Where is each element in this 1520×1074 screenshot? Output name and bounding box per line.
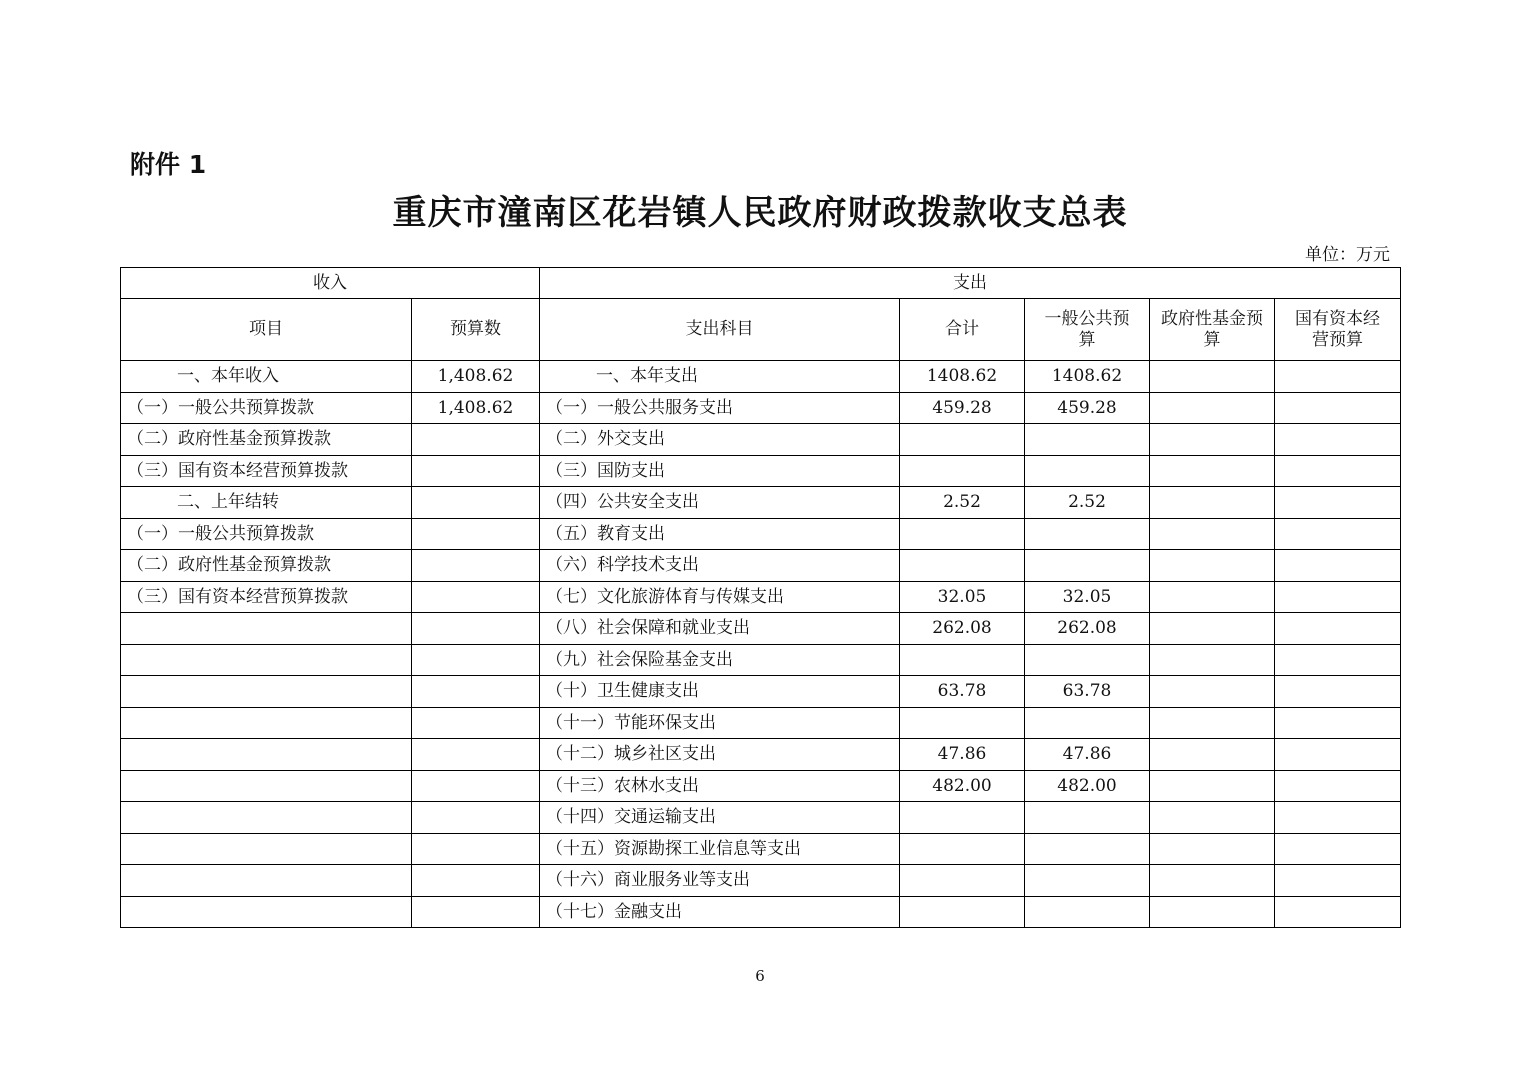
gov-fund-cell [1150, 518, 1275, 550]
state-capital-cell [1275, 644, 1401, 676]
income-budget-cell [412, 802, 540, 834]
general-public-cell [1025, 455, 1150, 487]
table-row [121, 518, 1401, 550]
total-cell [900, 518, 1025, 550]
total-cell [900, 455, 1025, 487]
table-row [121, 424, 1401, 456]
income-item-cell [121, 802, 412, 834]
income-budget-cell [412, 613, 540, 645]
income-budget-cell [412, 550, 540, 582]
income-budget-cell [412, 833, 540, 865]
income-budget-cell [412, 455, 540, 487]
gov-fund-cell [1150, 644, 1275, 676]
income-item-cell [121, 739, 412, 771]
table-row [121, 707, 1401, 739]
general-public-cell: 2.52 [1025, 487, 1150, 519]
state-capital-cell [1275, 361, 1401, 393]
income-item-cell: （三）国有资本经营预算拨款 [121, 581, 412, 613]
income-item-cell: （三）国有资本经营预算拨款 [121, 455, 412, 487]
income-item-cell: （二）政府性基金预算拨款 [121, 550, 412, 582]
income-budget-cell [412, 581, 540, 613]
table-row [121, 833, 1401, 865]
col-total: 合计 [900, 299, 1025, 361]
expense-item-cell: （二）外交支出 [540, 424, 900, 456]
expense-item-cell: （十三）农林水支出 [540, 770, 900, 802]
table-row [121, 550, 1401, 582]
table-row [121, 676, 1401, 708]
total-cell [900, 802, 1025, 834]
general-public-cell: 482.00 [1025, 770, 1150, 802]
general-public-cell: 32.05 [1025, 581, 1150, 613]
total-cell [900, 865, 1025, 897]
expense-item-cell: （十七）金融支出 [540, 896, 900, 928]
state-capital-cell [1275, 455, 1401, 487]
income-budget-cell [412, 487, 540, 519]
gov-fund-cell [1150, 455, 1275, 487]
total-cell [900, 424, 1025, 456]
income-budget-cell [412, 896, 540, 928]
state-capital-cell [1275, 676, 1401, 708]
expense-item-cell: （十二）城乡社区支出 [540, 739, 900, 771]
attachment-label: 附件 1 [130, 150, 207, 179]
income-item-cell [121, 613, 412, 645]
general-public-cell: 459.28 [1025, 392, 1150, 424]
section-header-row [121, 268, 1401, 299]
state-capital-cell [1275, 424, 1401, 456]
gov-fund-cell [1150, 581, 1275, 613]
income-item-cell: （一）一般公共预算拨款 [121, 518, 412, 550]
income-budget-cell [412, 770, 540, 802]
table-row [121, 896, 1401, 928]
table-row [121, 392, 1401, 424]
gov-fund-cell [1150, 392, 1275, 424]
general-public-cell [1025, 644, 1150, 676]
expense-item-cell: 一、本年支出 [540, 361, 900, 393]
state-capital-cell [1275, 802, 1401, 834]
col-general-public: 一般公共预算 [1025, 299, 1150, 361]
state-capital-cell [1275, 487, 1401, 519]
general-public-cell [1025, 865, 1150, 897]
income-budget-cell [412, 644, 540, 676]
income-header: 收入 [121, 268, 540, 299]
col-item: 项目 [121, 299, 412, 361]
expense-item-cell: （五）教育支出 [540, 518, 900, 550]
gov-fund-cell [1150, 865, 1275, 897]
table-row [121, 581, 1401, 613]
table-row [121, 613, 1401, 645]
gov-fund-cell [1150, 896, 1275, 928]
table-row [121, 739, 1401, 771]
total-cell: 459.28 [900, 392, 1025, 424]
gov-fund-cell [1150, 550, 1275, 582]
total-cell: 2.52 [900, 487, 1025, 519]
total-cell: 482.00 [900, 770, 1025, 802]
income-budget-cell: 1,408.62 [412, 392, 540, 424]
total-cell [900, 896, 1025, 928]
state-capital-cell [1275, 392, 1401, 424]
income-budget-cell [412, 739, 540, 771]
gov-fund-cell [1150, 424, 1275, 456]
gov-fund-cell [1150, 707, 1275, 739]
income-budget-cell [412, 707, 540, 739]
table-row [121, 644, 1401, 676]
total-cell [900, 550, 1025, 582]
total-cell [900, 644, 1025, 676]
expense-item-cell: （七）文化旅游体育与传媒支出 [540, 581, 900, 613]
general-public-cell [1025, 833, 1150, 865]
gov-fund-cell [1150, 802, 1275, 834]
state-capital-cell [1275, 581, 1401, 613]
table-row [121, 487, 1401, 519]
income-budget-cell [412, 676, 540, 708]
col-expense-subject: 支出科目 [540, 299, 900, 361]
general-public-cell [1025, 518, 1150, 550]
income-budget-cell [412, 865, 540, 897]
income-item-cell: 二、上年结转 [121, 487, 412, 519]
state-capital-cell [1275, 613, 1401, 645]
general-public-cell [1025, 424, 1150, 456]
general-public-cell [1025, 896, 1150, 928]
gov-fund-cell [1150, 770, 1275, 802]
table-row [121, 770, 1401, 802]
state-capital-cell [1275, 739, 1401, 771]
income-item-cell [121, 644, 412, 676]
unit-label: 单位：万元 [1305, 245, 1390, 265]
table-row [121, 865, 1401, 897]
expense-item-cell: （一）一般公共服务支出 [540, 392, 900, 424]
total-cell: 47.86 [900, 739, 1025, 771]
expense-item-cell: （九）社会保险基金支出 [540, 644, 900, 676]
total-cell: 63.78 [900, 676, 1025, 708]
income-item-cell: （二）政府性基金预算拨款 [121, 424, 412, 456]
state-capital-cell [1275, 833, 1401, 865]
income-item-cell [121, 707, 412, 739]
table-row [121, 802, 1401, 834]
total-cell: 262.08 [900, 613, 1025, 645]
general-public-cell: 1408.62 [1025, 361, 1150, 393]
income-budget-cell: 1,408.62 [412, 361, 540, 393]
state-capital-cell [1275, 770, 1401, 802]
expense-header: 支出 [540, 268, 1401, 299]
general-public-cell [1025, 707, 1150, 739]
state-capital-cell [1275, 550, 1401, 582]
state-capital-cell [1275, 896, 1401, 928]
expense-item-cell: （十）卫生健康支出 [540, 676, 900, 708]
expense-item-cell: （十六）商业服务业等支出 [540, 865, 900, 897]
state-capital-cell [1275, 865, 1401, 897]
total-cell [900, 707, 1025, 739]
income-item-cell [121, 865, 412, 897]
general-public-cell: 47.86 [1025, 739, 1150, 771]
income-item-cell [121, 833, 412, 865]
general-public-cell [1025, 802, 1150, 834]
gov-fund-cell [1150, 833, 1275, 865]
gov-fund-cell [1150, 613, 1275, 645]
income-budget-cell [412, 518, 540, 550]
state-capital-cell [1275, 518, 1401, 550]
income-item-cell: 一、本年收入 [121, 361, 412, 393]
col-state-capital: 国有资本经营预算 [1275, 299, 1401, 361]
expense-item-cell: （十一）节能环保支出 [540, 707, 900, 739]
col-gov-fund: 政府性基金预算 [1150, 299, 1275, 361]
expense-item-cell: （八）社会保障和就业支出 [540, 613, 900, 645]
total-cell: 1408.62 [900, 361, 1025, 393]
column-header-row [121, 299, 1401, 361]
income-item-cell: （一）一般公共预算拨款 [121, 392, 412, 424]
expense-item-cell: （三）国防支出 [540, 455, 900, 487]
table-row [121, 361, 1401, 393]
expense-item-cell: （十五）资源勘探工业信息等支出 [540, 833, 900, 865]
income-budget-cell [412, 424, 540, 456]
expense-item-cell: （十四）交通运输支出 [540, 802, 900, 834]
general-public-cell: 262.08 [1025, 613, 1150, 645]
income-item-cell [121, 770, 412, 802]
gov-fund-cell [1150, 487, 1275, 519]
gov-fund-cell [1150, 739, 1275, 771]
general-public-cell: 63.78 [1025, 676, 1150, 708]
page-number: 6 [755, 967, 765, 985]
general-public-cell [1025, 550, 1150, 582]
total-cell [900, 833, 1025, 865]
expense-item-cell: （六）科学技术支出 [540, 550, 900, 582]
state-capital-cell [1275, 707, 1401, 739]
gov-fund-cell [1150, 676, 1275, 708]
col-budget: 预算数 [412, 299, 540, 361]
document-title: 重庆市潼南区花岩镇人民政府财政拨款收支总表 [392, 193, 1128, 233]
gov-fund-cell [1150, 361, 1275, 393]
table-row [121, 455, 1401, 487]
expense-item-cell: （四）公共安全支出 [540, 487, 900, 519]
total-cell: 32.05 [900, 581, 1025, 613]
income-item-cell [121, 896, 412, 928]
income-item-cell [121, 676, 412, 708]
budget-table [120, 267, 1401, 928]
